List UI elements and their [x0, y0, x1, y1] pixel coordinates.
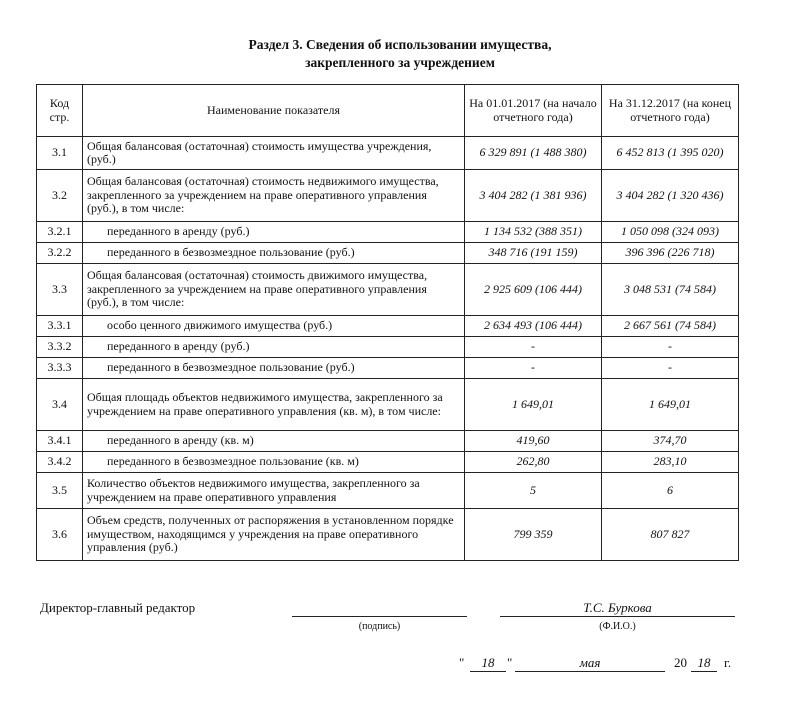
row-name: переданного в аренду (кв. м) [83, 431, 465, 452]
row-end-value: - [602, 358, 739, 379]
name-caption: (Ф.И.О.) [599, 621, 636, 632]
row-end-value: 3 404 282 (1 320 436) [602, 170, 739, 222]
table-row [37, 137, 739, 170]
table-row [37, 431, 739, 452]
signature-caption: (подпись) [358, 621, 401, 632]
date-month-line [515, 671, 665, 672]
row-code: 3.5 [37, 473, 83, 509]
row-code: 3.2.2 [37, 243, 83, 264]
row-name: переданного в аренду (руб.) [83, 337, 465, 358]
row-start-value: 2 925 609 (106 444) [465, 264, 602, 316]
row-start-value: - [465, 337, 602, 358]
section-title-line-2: закрепленного за учреждением [305, 55, 495, 70]
row-start-value: 1 649,01 [465, 379, 602, 431]
row-end-value: 6 452 813 (1 395 020) [602, 137, 739, 170]
row-start-value: 799 359 [465, 509, 602, 561]
row-start-value: 6 329 891 (1 488 380) [465, 137, 602, 170]
row-code: 3.2.1 [37, 222, 83, 243]
table-row [37, 379, 739, 431]
row-name: Общая балансовая (остаточная) стоимость движимого имущества, закрепленного за учреждением на праве оперативного управления (руб.), в том числе: [83, 264, 465, 316]
row-name: переданного в безвозмездное пользование (руб.) [83, 243, 465, 264]
table-row [37, 509, 739, 561]
row-name: Количество объектов недвижимого имущества, закрепленного за учреждением на праве оперативного управления [83, 473, 465, 509]
row-start-value: 1 134 532 (388 351) [465, 222, 602, 243]
table-row [37, 264, 739, 316]
row-code: 3.4.2 [37, 452, 83, 473]
row-end-value: 6 [602, 473, 739, 509]
table-row [37, 473, 739, 509]
row-code: 3.4.1 [37, 431, 83, 452]
row-code: 3.1 [37, 137, 83, 170]
row-code: 3.4 [37, 379, 83, 431]
row-start-value: 3 404 282 (1 381 936) [465, 170, 602, 222]
table-row [37, 337, 739, 358]
date-close-quote: " [507, 655, 513, 670]
row-code: 3.3 [37, 264, 83, 316]
row-code: 3.3.2 [37, 337, 83, 358]
row-end-value: 1 050 098 (324 093) [602, 222, 739, 243]
row-start-value: - [465, 358, 602, 379]
property-usage-table [36, 84, 739, 561]
table-row [37, 222, 739, 243]
date-year-suffix: 18 [697, 655, 711, 670]
row-name: Объем средств, полученных от распоряжения в установленном порядке имуществом, находящимся у учреждения на праве оперативного управления (руб.) [83, 509, 465, 561]
row-code: 3.6 [37, 509, 83, 561]
date-day-line [470, 671, 506, 672]
date-year-line [691, 671, 717, 672]
date-day: 18 [481, 655, 495, 670]
table-row [37, 358, 739, 379]
table-row [37, 243, 739, 264]
row-start-value: 2 634 493 (106 444) [465, 316, 602, 337]
section-title [0, 36, 800, 72]
date-open-quote: " [459, 655, 465, 670]
row-end-value: 374,70 [602, 431, 739, 452]
name-line [500, 616, 735, 617]
table-header-row [37, 85, 739, 137]
signatory-role: Директор-главный редактор [40, 600, 196, 615]
row-name: переданного в безвозмездное пользование (кв. м) [83, 452, 465, 473]
row-name: Общая балансовая (остаточная) стоимость имущества учреждения, (руб.) [83, 137, 465, 170]
signature-line [292, 616, 467, 617]
date-year-abbr: г. [724, 655, 732, 670]
table-row [37, 452, 739, 473]
date-year-prefix: 20 [674, 655, 687, 670]
header-name: Наименование показателя [83, 85, 465, 137]
row-start-value: 5 [465, 473, 602, 509]
row-end-value: 3 048 531 (74 584) [602, 264, 739, 316]
row-end-value: 283,10 [602, 452, 739, 473]
row-name: Общая площадь объектов недвижимого имущества, закрепленного за учреждением на праве оперативного управления (кв. м), в том числе: [83, 379, 465, 431]
row-end-value: 1 649,01 [602, 379, 739, 431]
row-code: 3.3.3 [37, 358, 83, 379]
table-row [37, 316, 739, 337]
row-start-value: 419,60 [465, 431, 602, 452]
header-end: На 31.12.2017 (на конец отчетного года) [602, 85, 739, 137]
date-month: мая [579, 655, 601, 670]
table-row [37, 170, 739, 222]
row-end-value: 2 667 561 (74 584) [602, 316, 739, 337]
signatory-name: Т.С. Буркова [583, 600, 652, 615]
row-code: 3.3.1 [37, 316, 83, 337]
header-code: Код стр. [37, 85, 83, 137]
row-name: переданного в аренду (руб.) [83, 222, 465, 243]
header-start: На 01.01.2017 (на начало отчетного года) [465, 85, 602, 137]
row-start-value: 348 716 (191 159) [465, 243, 602, 264]
section-title-line-1: Раздел 3. Сведения об использовании имущества, [248, 37, 552, 52]
row-name: переданного в безвозмездное пользование (руб.) [83, 358, 465, 379]
row-end-value: 396 396 (226 718) [602, 243, 739, 264]
row-start-value: 262,80 [465, 452, 602, 473]
row-end-value: 807 827 [602, 509, 739, 561]
row-name: особо ценного движимого имущества (руб.) [83, 316, 465, 337]
row-name: Общая балансовая (остаточная) стоимость недвижимого имущества, закрепленного за учреждением на праве оперативного управления (руб.), в том числе: [83, 170, 465, 222]
row-code: 3.2 [37, 170, 83, 222]
row-end-value: - [602, 337, 739, 358]
